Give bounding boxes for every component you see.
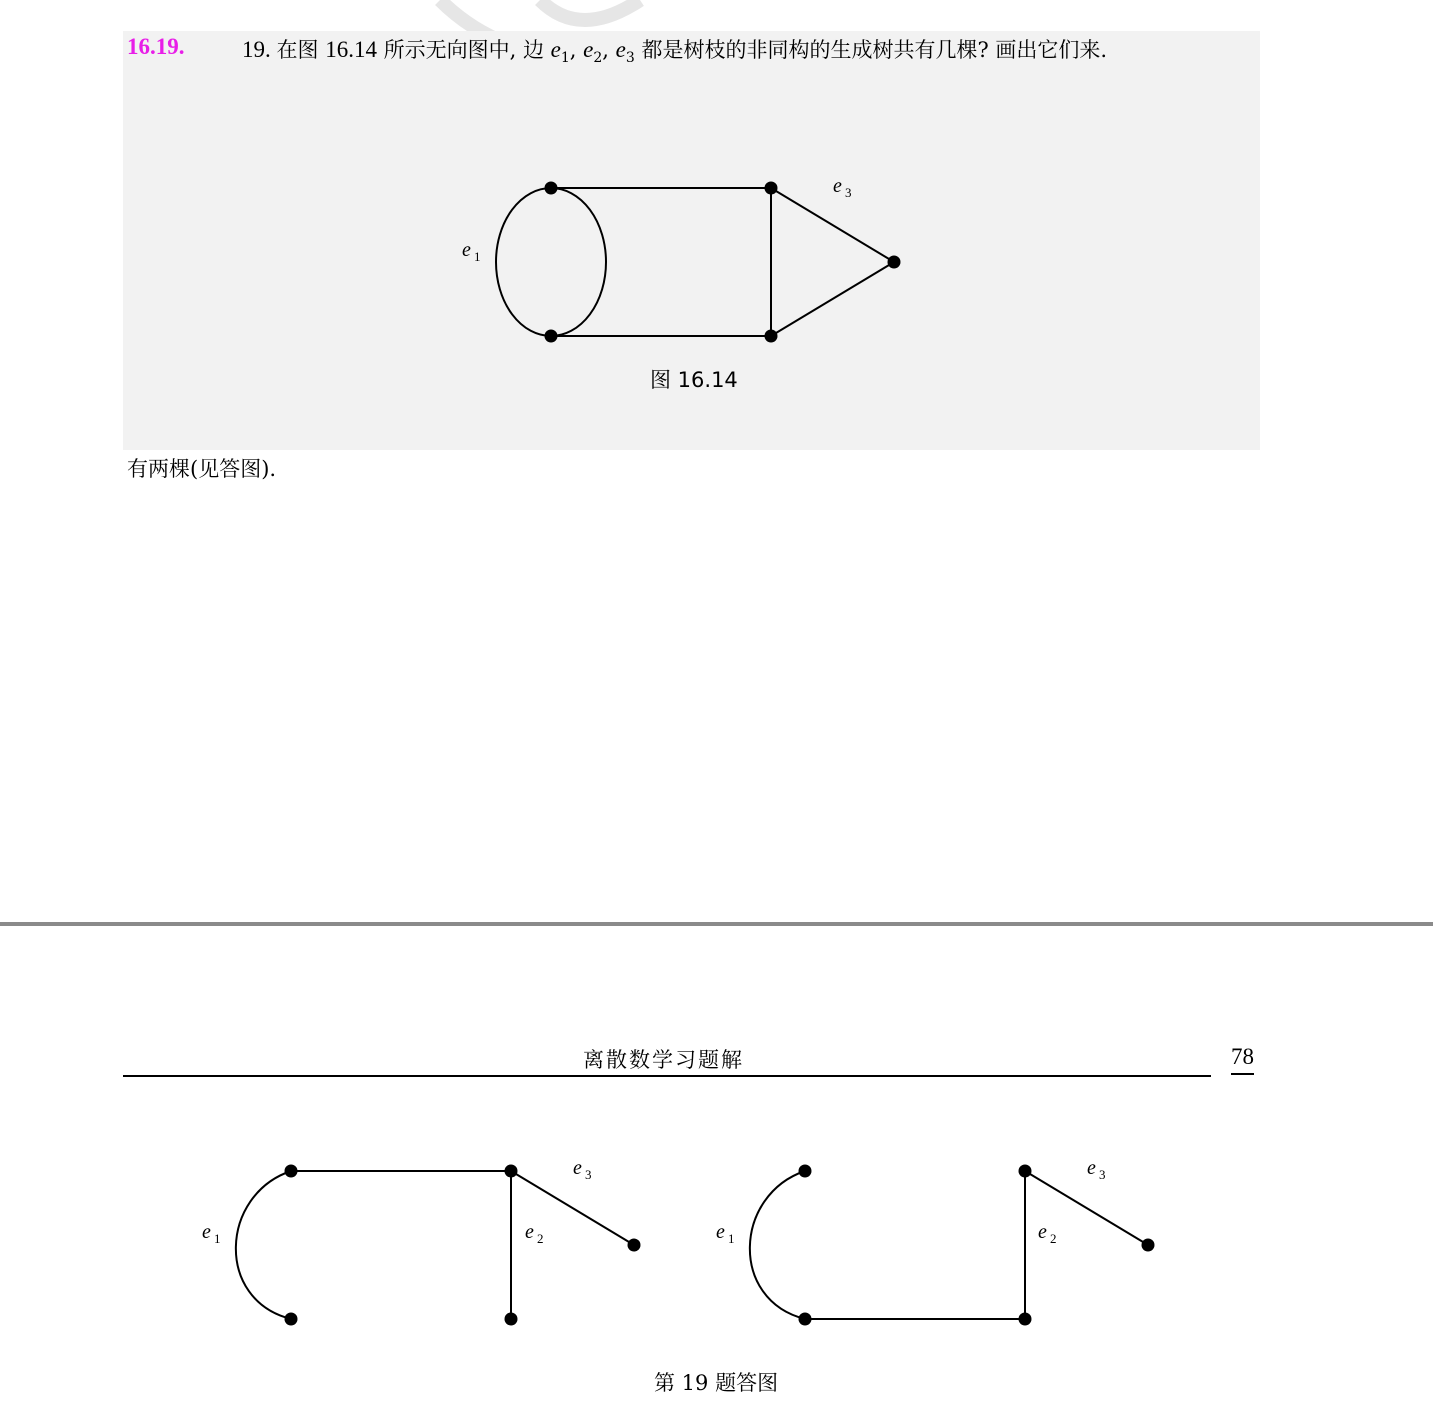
edge-symbol-e3: e — [615, 37, 626, 62]
question-number: 16.19. — [127, 34, 185, 59]
label-e3: e — [573, 1157, 582, 1179]
label-e3-sub: 3 — [845, 185, 852, 200]
label-e3: e — [1087, 1157, 1096, 1179]
edge-symbol-e2: e — [583, 37, 594, 62]
label-e1-sub: 1 — [474, 249, 481, 264]
question-text-part-b: 所示无向图中, 边 — [376, 38, 551, 62]
vertex — [285, 1165, 298, 1178]
edge-subscript-2: 2 — [593, 50, 603, 67]
label-e2-sub: 2 — [537, 1231, 544, 1246]
vertex — [1019, 1313, 1032, 1326]
vertex — [505, 1313, 518, 1326]
spanning-tree-2 — [716, 1157, 1155, 1326]
edge-e1-arc — [750, 1171, 805, 1319]
label-e3: e — [833, 175, 842, 197]
label-e1: e — [462, 239, 471, 261]
question-text-part-c: 都是树枝的非同构的生成树共有几棵? 画出它们来. — [634, 38, 1108, 62]
label-e2: e — [525, 1221, 534, 1243]
running-head: 离散数学习题解 — [583, 1048, 744, 1072]
page-number: 78 — [1231, 1043, 1254, 1075]
separator: , — [602, 38, 616, 62]
vertex — [505, 1165, 518, 1178]
vertex — [1142, 1239, 1155, 1252]
separator: , — [569, 38, 584, 62]
label-e1-sub: 1 — [214, 1231, 221, 1246]
edge-e1-arc — [236, 1171, 291, 1319]
edge-subscript-1: 1 — [560, 50, 570, 67]
vertex — [285, 1313, 298, 1326]
label-e1: e — [202, 1221, 211, 1243]
figure-reference: 16.14 — [325, 37, 377, 62]
figure-caption: 图 16.14 — [650, 368, 738, 392]
vertex — [1019, 1165, 1032, 1178]
label-e3-sub: 3 — [1099, 1167, 1106, 1182]
edge-symbol-e1: e — [550, 37, 561, 62]
vertex — [799, 1313, 812, 1326]
label-e1: e — [716, 1221, 725, 1243]
answer-text: 有两棵(见答图). — [127, 457, 277, 481]
vertex — [628, 1239, 641, 1252]
edge-subscript-3: 3 — [625, 50, 635, 67]
question-text-part-a: 在图 — [276, 38, 326, 62]
answer-figure-caption: 第 19 题答图 — [654, 1371, 779, 1395]
question-index: 19. — [242, 37, 277, 62]
label-e2-sub: 2 — [1050, 1231, 1057, 1246]
spanning-tree-1 — [202, 1157, 641, 1326]
label-e1-sub: 1 — [728, 1231, 735, 1246]
label-e2: e — [1038, 1221, 1047, 1243]
label-e3-sub: 3 — [585, 1167, 592, 1182]
vertex — [799, 1165, 812, 1178]
